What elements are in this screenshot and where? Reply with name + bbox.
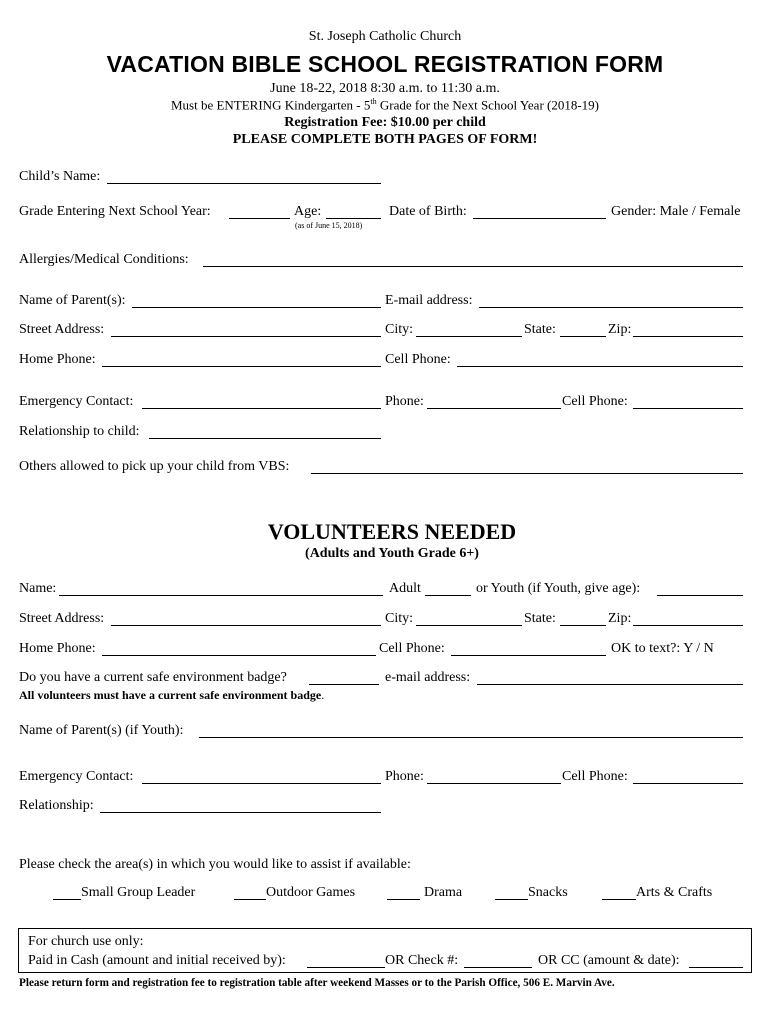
vol-street-label: Street Address: [19, 611, 105, 626]
grade-label: Grade Entering Next School Year: [19, 204, 211, 219]
emergency-field[interactable] [142, 408, 381, 409]
allergies-label: Allergies/Medical Conditions: [19, 252, 189, 267]
gender-label: Gender: Male / Female [611, 204, 741, 219]
pickup-field[interactable] [311, 473, 743, 474]
vol-zip-field[interactable] [633, 625, 743, 626]
area-checkbox-arts-crafts[interactable] [602, 899, 636, 900]
emergency-cell-label: Cell Phone: [562, 394, 628, 409]
check-label: OR Check #: [385, 953, 459, 968]
cc-label: OR CC (amount & date): [538, 953, 680, 968]
assist-prompt: Please check the area(s) in which you would like to assist if available: [19, 857, 411, 872]
area-outdoor-games-label: Outdoor Games [266, 885, 356, 900]
registration-fee: Registration Fee: $10.00 per child [284, 115, 486, 130]
email-field[interactable] [479, 307, 743, 308]
state-label: State: [524, 322, 556, 337]
child-name-label: Child’s Name: [19, 169, 101, 184]
vol-emergency-label: Emergency Contact: [19, 769, 134, 784]
vol-cell-phone-label: Cell Phone: [379, 641, 445, 656]
volunteers-title: VOLUNTEERS NEEDED [267, 519, 517, 544]
cell-phone-field[interactable] [457, 366, 743, 367]
vol-name-label: Name: [19, 581, 57, 596]
cell-phone-label: Cell Phone: [385, 352, 451, 367]
vol-city-label: City: [385, 611, 414, 626]
emergency-phone-label: Phone: [385, 394, 424, 409]
relationship-label: Relationship to child: [19, 424, 140, 439]
church-name: St. Joseph Catholic Church [308, 29, 462, 44]
area-drama-label: Drama [424, 885, 463, 900]
ok-to-text-label: OK to text?: Y / N [611, 641, 714, 656]
vol-home-phone-label: Home Phone: [19, 641, 96, 656]
emergency-phone-field[interactable] [427, 408, 561, 409]
vol-cell-phone-field[interactable] [451, 655, 606, 656]
street-field[interactable] [111, 336, 381, 337]
area-snacks-label: Snacks [528, 885, 568, 900]
home-phone-label: Home Phone: [19, 352, 96, 367]
age-label: Age: [294, 204, 322, 219]
state-field[interactable] [560, 336, 606, 337]
vol-emergency-phone-field[interactable] [427, 783, 561, 784]
age-field[interactable] [326, 218, 381, 219]
youth-label: or Youth (if Youth, give age): [476, 581, 641, 596]
return-instructions: Please return form and registration fee to registration table after weekend Masses or to the Parish Office, 506 E. Marvin Ave. [19, 977, 615, 989]
zip-label: Zip: [608, 322, 632, 337]
cc-field[interactable] [689, 967, 743, 968]
vol-zip-label: Zip: [608, 611, 632, 626]
city-label: City: [385, 322, 414, 337]
dob-label: Date of Birth: [389, 204, 467, 219]
street-label: Street Address: [19, 322, 105, 337]
vol-name-field[interactable] [59, 595, 383, 596]
area-arts-crafts-label: Arts & Crafts [636, 885, 713, 900]
allergies-field[interactable] [203, 266, 743, 267]
emergency-cell-field[interactable] [633, 408, 743, 409]
adult-label: Adult [389, 581, 421, 596]
age-note: (as of June 15, 2018) [295, 221, 363, 230]
vol-emergency-cell-label: Cell Phone: [562, 769, 628, 784]
vol-relationship-label: Relationship: [19, 798, 94, 813]
volunteers-subtitle: (Adults and Youth Grade 6+) [305, 546, 479, 561]
form-title: VACATION BIBLE SCHOOL REGISTRATION FORM [106, 51, 664, 77]
vol-email-label: e-mail address: [385, 670, 471, 685]
grade-field[interactable] [229, 218, 290, 219]
paid-cash-field[interactable] [307, 967, 385, 968]
area-checkbox-drama[interactable] [387, 899, 420, 900]
area-checkbox-snacks[interactable] [495, 899, 528, 900]
vol-state-field[interactable] [560, 625, 606, 626]
church-use-heading: For church use only: [28, 934, 144, 949]
vol-street-field[interactable] [111, 625, 381, 626]
zip-field[interactable] [633, 336, 743, 337]
check-field[interactable] [464, 967, 532, 968]
relationship-field[interactable] [149, 438, 381, 439]
parents-label: Name of Parent(s): [19, 293, 126, 308]
vol-email-field[interactable] [477, 684, 743, 685]
adult-field[interactable] [425, 595, 471, 596]
home-phone-field[interactable] [102, 366, 381, 367]
vol-home-phone-field[interactable] [102, 655, 376, 656]
area-checkbox-outdoor-games[interactable] [234, 899, 266, 900]
badge-field[interactable] [309, 684, 379, 685]
grade-requirement: Must be ENTERING Kindergarten - 5th Grade for the Next School Year (2018-19) [170, 97, 600, 113]
pickup-label: Others allowed to pick up your child from VBS: [19, 459, 290, 474]
vol-parent-field[interactable] [199, 737, 743, 738]
dob-field[interactable] [473, 218, 606, 219]
emergency-label: Emergency Contact: [19, 394, 134, 409]
vol-state-label: State: [524, 611, 556, 626]
badge-question: Do you have a current safe environment badge? [19, 670, 287, 685]
vol-emergency-field[interactable] [142, 783, 381, 784]
child-name-field[interactable] [107, 183, 381, 184]
area-checkbox-small-group[interactable] [53, 899, 81, 900]
vol-emergency-phone-label: Phone: [385, 769, 424, 784]
vol-emergency-cell-field[interactable] [633, 783, 743, 784]
area-small-group-label: Small Group Leader [81, 885, 196, 900]
youth-age-field[interactable] [657, 595, 743, 596]
city-field[interactable] [416, 336, 522, 337]
email-label: E-mail address: [385, 293, 473, 308]
vol-relationship-field[interactable] [100, 812, 381, 813]
parents-field[interactable] [132, 307, 381, 308]
vol-city-field[interactable] [416, 625, 522, 626]
vol-parent-label: Name of Parent(s) (if Youth): [19, 723, 184, 738]
event-dates: June 18-22, 2018 8:30 a.m. to 11:30 a.m. [270, 81, 500, 96]
badge-note: All volunteers must have a current safe environment badge. [19, 688, 325, 702]
complete-instruction: PLEASE COMPLETE BOTH PAGES OF FORM! [232, 132, 538, 147]
paid-cash-label: Paid in Cash (amount and initial received by): [28, 953, 286, 968]
